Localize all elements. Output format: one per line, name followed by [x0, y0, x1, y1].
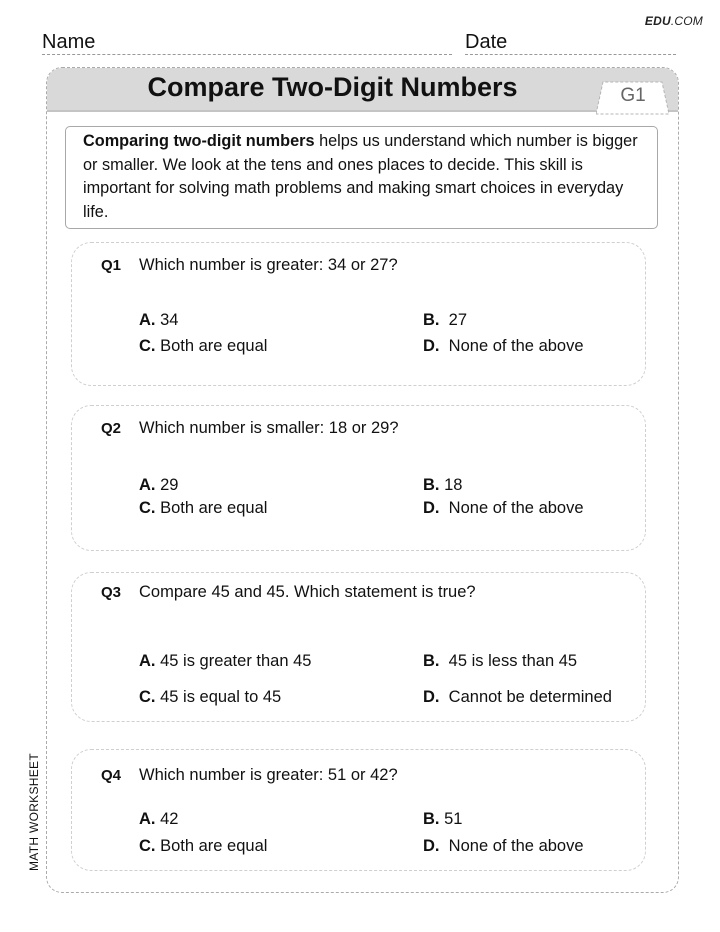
- option-text: Both are equal: [160, 499, 268, 517]
- option-letter: B.: [423, 311, 440, 329]
- option-text: 45 is less than 45: [448, 652, 578, 670]
- date-field[interactable]: [465, 31, 676, 55]
- question-text: Which number is greater: 51 or 42?: [139, 766, 398, 784]
- name-label: Name: [42, 31, 96, 53]
- intro-box: [65, 126, 658, 229]
- option-text: Both are equal: [160, 337, 268, 355]
- option-text: Cannot be determined: [448, 688, 612, 706]
- option-letter: C.: [139, 688, 156, 706]
- question-number: Q2: [101, 420, 122, 437]
- option-a[interactable]: [139, 476, 178, 495]
- option-b[interactable]: [423, 476, 462, 495]
- option-text: 29: [160, 476, 179, 494]
- option-b[interactable]: [423, 652, 577, 671]
- option-d[interactable]: [423, 837, 584, 856]
- side-label: MATH WORKSHEET: [27, 753, 41, 871]
- option-b[interactable]: [423, 311, 467, 330]
- option-a[interactable]: [139, 652, 311, 671]
- question-text: Compare 45 and 45. Which statement is true?: [139, 583, 476, 601]
- option-c[interactable]: [139, 688, 281, 707]
- date-label: Date: [465, 31, 508, 53]
- option-letter: A.: [139, 652, 156, 670]
- option-text: 18: [444, 476, 463, 494]
- brand-bold: EDU: [644, 14, 671, 28]
- option-d[interactable]: [423, 499, 584, 518]
- grade-label: G1: [620, 85, 646, 106]
- option-text: 51: [444, 810, 463, 828]
- option-text: Both are equal: [160, 837, 268, 855]
- question-number: Q4: [101, 767, 122, 784]
- grade-tab: [596, 81, 670, 113]
- question-card-1: [71, 242, 646, 386]
- option-letter: D.: [423, 337, 440, 355]
- question-card-2: [71, 405, 646, 551]
- option-d[interactable]: [423, 337, 584, 356]
- option-a[interactable]: [139, 311, 178, 330]
- option-b[interactable]: [423, 810, 462, 829]
- option-letter: D.: [423, 688, 440, 706]
- worksheet-panel: [46, 67, 679, 893]
- option-letter: C.: [139, 337, 156, 355]
- option-text: 42: [160, 810, 179, 828]
- option-text: None of the above: [448, 499, 584, 517]
- option-c[interactable]: [139, 337, 267, 356]
- option-text: 34: [160, 311, 179, 329]
- option-letter: B.: [423, 652, 440, 670]
- option-letter: B.: [423, 810, 440, 828]
- option-letter: C.: [139, 837, 156, 855]
- option-letter: A.: [139, 311, 156, 329]
- option-text: None of the above: [448, 337, 584, 355]
- intro-bold: Comparing two-digit numbers: [83, 132, 315, 150]
- option-text: 27: [448, 311, 468, 329]
- option-text: 45 is greater than 45: [160, 652, 312, 670]
- option-c[interactable]: [139, 499, 267, 518]
- brand-logo: [645, 14, 703, 28]
- option-d[interactable]: [423, 688, 612, 707]
- question-number: Q3: [101, 584, 122, 601]
- worksheet-header: [47, 68, 678, 112]
- question-text: Which number is greater: 34 or 27?: [139, 256, 398, 274]
- question-card-4: [71, 749, 646, 871]
- option-letter: C.: [139, 499, 156, 517]
- option-letter: D.: [423, 837, 440, 855]
- question-card-3: [71, 572, 646, 722]
- option-text: 45 is equal to 45: [160, 688, 282, 706]
- option-letter: A.: [139, 810, 156, 828]
- name-field[interactable]: [42, 31, 452, 55]
- intro-text: helps us understand which number is bigger or smaller. We look at the tens and ones places to decide. This skill is important for solving math problems and making smart choices in everyday life.: [83, 132, 638, 221]
- question-number: Q1: [101, 257, 122, 274]
- option-a[interactable]: [139, 810, 178, 829]
- brand-rest: .COM: [670, 14, 703, 28]
- worksheet-title: Compare Two-Digit Numbers: [147, 72, 518, 102]
- question-text: Which number is smaller: 18 or 29?: [139, 419, 399, 437]
- option-letter: D.: [423, 499, 440, 517]
- option-c[interactable]: [139, 837, 267, 856]
- option-letter: A.: [139, 476, 156, 494]
- option-text: None of the above: [448, 837, 584, 855]
- option-letter: B.: [423, 476, 440, 494]
